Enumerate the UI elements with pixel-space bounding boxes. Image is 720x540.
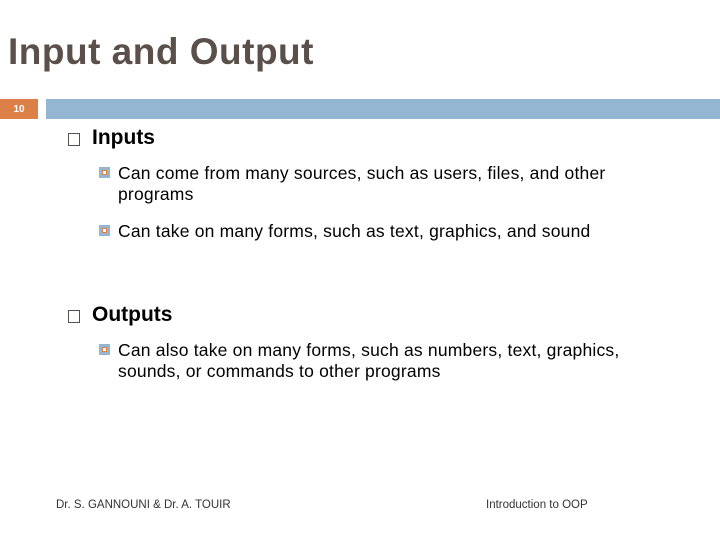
bullet-box-icon bbox=[68, 133, 80, 146]
footer-course: Introduction to OOP bbox=[486, 499, 588, 511]
slide-title: Input and Output bbox=[8, 31, 314, 72]
section-heading-inputs: Inputs bbox=[92, 126, 155, 149]
sub-bullet-icon bbox=[99, 344, 110, 355]
section-heading-outputs: Outputs bbox=[92, 303, 173, 326]
slide-number-badge: 10 bbox=[0, 99, 38, 119]
bullet-inputs-sources: Can come from many sources, such as users, files, and other programs bbox=[118, 163, 606, 204]
footer-authors: Dr. S. GANNOUNI & Dr. A. TOUIR bbox=[56, 499, 231, 511]
bullet-outputs-forms: Can also take on many forms, such as numbers, text, graphics, sounds, or commands to other programs bbox=[118, 340, 620, 381]
bullet-inputs-forms: Can take on many forms, such as text, graphics, and sound bbox=[118, 221, 591, 241]
title-rule-bar bbox=[46, 99, 720, 119]
sub-bullet-icon bbox=[99, 167, 110, 178]
bullet-box-icon bbox=[68, 310, 80, 323]
sub-bullet-icon bbox=[99, 225, 110, 236]
